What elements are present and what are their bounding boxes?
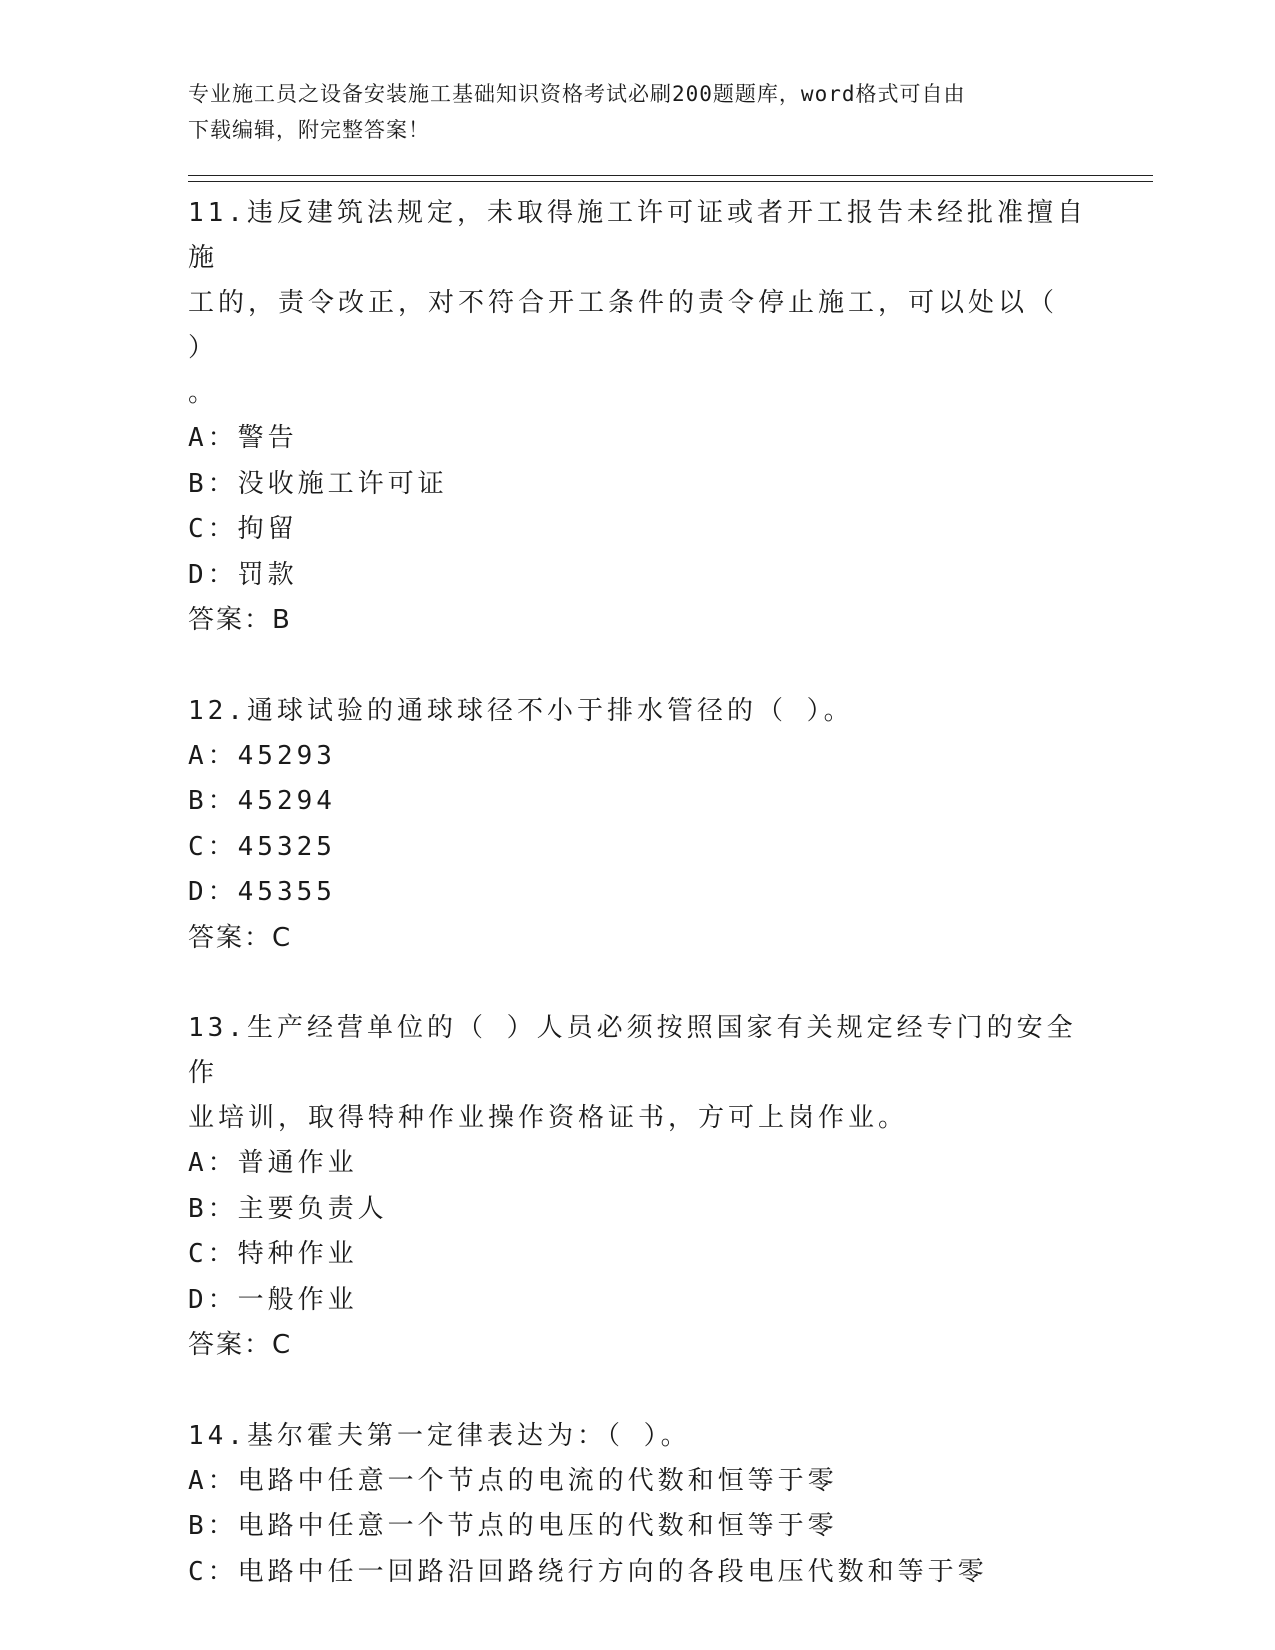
question-spacer [188, 644, 1088, 689]
header-divider-bottom [188, 181, 1153, 182]
answer-option [188, 734, 1088, 780]
option-text: 45325 [237, 831, 336, 862]
option-text: 拘留 [237, 514, 298, 544]
answer-key: 答案：C [188, 922, 293, 953]
answer-option [188, 1550, 1088, 1596]
question-stem-line: 。 [188, 378, 219, 408]
question-stem-line: 14.基尔霍夫第一定律表达为：（ ）。 [188, 1420, 691, 1451]
option-text: 没收施工许可证 [237, 468, 448, 499]
option-text: 电路中任意一个节点的电压的代数和恒等于零 [237, 1511, 838, 1541]
option-text: 普通作业 [237, 1148, 358, 1178]
option-text: 一般作业 [237, 1284, 358, 1315]
option-letter: A： [188, 423, 238, 453]
option-letter: A： [188, 1148, 238, 1178]
option-letter: A： [188, 1465, 238, 1496]
option-text: 罚款 [237, 559, 298, 590]
answer-option [188, 870, 1088, 916]
option-letter: C： [188, 1556, 238, 1587]
option-letter: D： [188, 1284, 238, 1315]
answer-option [188, 1504, 1088, 1550]
answer-key: 答案：B [188, 605, 292, 635]
option-letter: D： [188, 877, 238, 907]
question-stem-line: 12.通球试验的通球球径不小于排水管径的（ ）。 [188, 695, 854, 726]
option-text: 45293 [237, 740, 336, 771]
answer-option [188, 1141, 1088, 1187]
option-text: 电路中任意一个节点的电流的代数和恒等于零 [237, 1465, 838, 1496]
option-letter: B： [188, 786, 238, 816]
answer-option [188, 1459, 1088, 1505]
option-letter: D： [188, 559, 238, 590]
option-letter: A： [188, 740, 238, 771]
header-line-1: 专业施工员之设备安装施工基础知识资格考试必刷200题题库，word格式可自由 [188, 82, 966, 106]
option-letter: B： [188, 1193, 238, 1224]
option-letter: C： [188, 831, 238, 862]
question-stem-line: 工的，责令改正，对不符合开工条件的责令停止施工，可以处以（ ） [188, 288, 1059, 363]
answer-option [188, 507, 1088, 553]
question-block [188, 689, 1088, 1007]
question-block [188, 1414, 1088, 1596]
answer-option [188, 462, 1088, 508]
header-line-2: 下载编辑，附完整答案！ [188, 118, 430, 142]
answer-option [188, 1232, 1088, 1278]
option-text: 45355 [237, 877, 336, 907]
question-spacer [188, 1369, 1088, 1414]
answer-option [188, 416, 1088, 462]
answer-key: 答案：C [188, 1330, 293, 1360]
option-text: 特种作业 [237, 1239, 358, 1269]
question-stem-line: 13.生产经营单位的（ ）人员必须按照国家有关规定经专门的安全作 [188, 1013, 1077, 1088]
option-text: 电路中任一回路沿回路绕行方向的各段电压代数和等于零 [237, 1556, 988, 1587]
option-letter: B： [188, 1511, 238, 1541]
option-letter: B： [188, 468, 238, 499]
document-header [188, 76, 1068, 148]
answer-option [188, 1278, 1088, 1324]
answer-option [188, 779, 1088, 825]
question-spacer [188, 961, 1088, 1006]
answer-option [188, 1187, 1088, 1233]
option-text: 主要负责人 [237, 1193, 388, 1224]
header-divider-top [188, 175, 1153, 176]
question-block [188, 1006, 1088, 1414]
option-letter: C： [188, 1239, 238, 1269]
answer-option [188, 553, 1088, 599]
question-stem-line: 业培训，取得特种作业操作资格证书，方可上岗作业。 [188, 1103, 909, 1133]
question-list [188, 191, 1088, 1595]
answer-option [188, 825, 1088, 871]
question-block [188, 191, 1088, 689]
option-letter: C： [188, 514, 238, 544]
option-text: 45294 [237, 786, 336, 816]
option-text: 警告 [237, 423, 298, 453]
question-stem-line: 11.违反建筑法规定，未取得施工许可证或者开工报告未经批准擅自施 [188, 198, 1087, 273]
